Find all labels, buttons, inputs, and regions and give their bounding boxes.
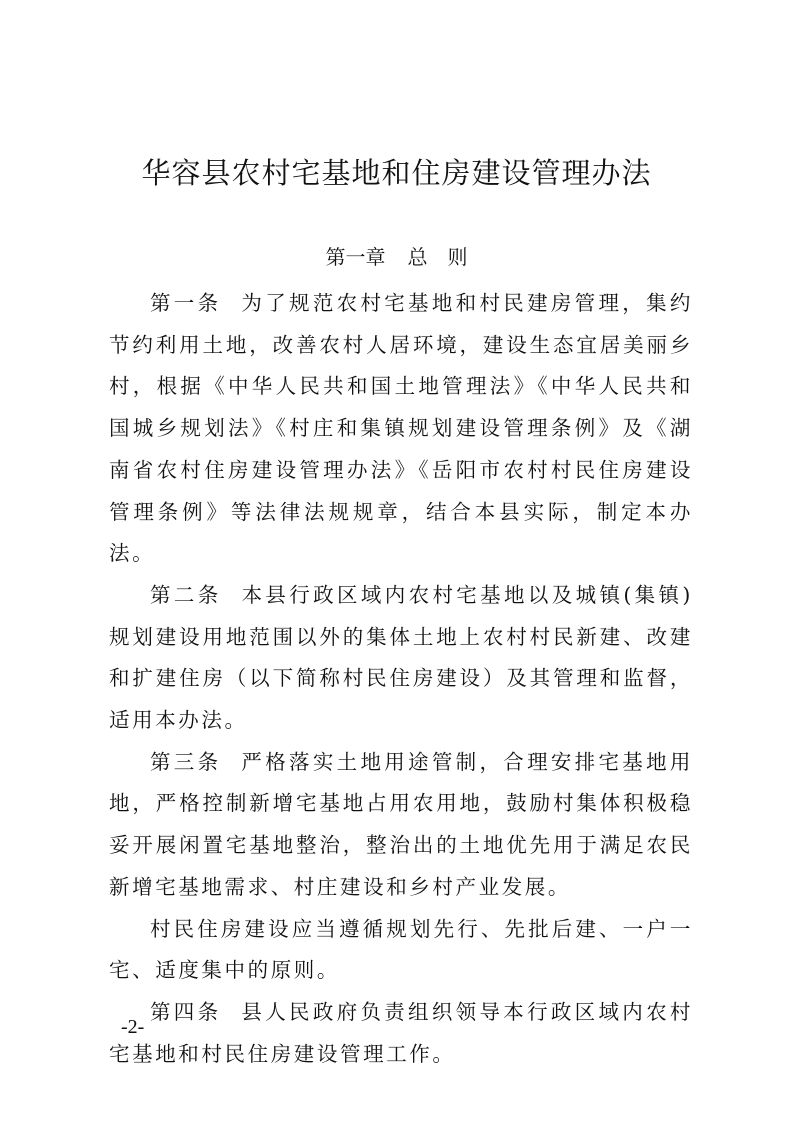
chapter-heading [0,243,793,271]
article-number: 第三条 [150,749,222,774]
article-paragraph [109,742,693,909]
article-text: 本县行政区域内农村宅基地以及城镇(集镇)规划建设用地范围以外的集体土地上农村村民新建、改建和扩建住房（以下简称村民住房建设）及其管理和监督，适用本办法。 [109,582,693,733]
article-text: 为了规范农村宅基地和村民建房管理，集约节约利用土地，改善农村人居环境，建设生态宜居美丽乡村，根据《中华人民共和国土地管理法》《中华人民共和国城乡规划法》《村庄和集镇规划建设管理条例》及《湖南省农村住房建设管理办法》《岳阳市农村村民住房建设管理条例》等法律法规规章，结合本县实际，制定本办法。 [109,291,693,566]
document-body [109,283,693,1075]
article-text: 村民住房建设应当遵循规划先行、先批后建、一户一宅、适度集中的原则。 [109,916,693,983]
article-number: 第二条 [150,582,222,607]
article-number: 第四条 [150,999,222,1024]
chapter-number: 第一章 [325,245,386,269]
article-paragraph [109,992,693,1075]
article-number: 第一条 [150,291,222,315]
article-paragraph [109,575,693,742]
document-title: 华容县农村宅基地和住房建设管理办法 [141,156,652,190]
article-paragraph [109,909,693,992]
article-text: 县人民政府负责组织领导本行政区域内农村宅基地和村民住房建设管理工作。 [109,999,693,1066]
chapter-name: 总 则 [407,245,468,269]
page-number: -2- [121,1016,145,1038]
article-paragraph [109,283,693,575]
article-text: 严格落实土地用途管制，合理安排宅基地用地，严格控制新增宅基地占用农用地，鼓励村集体积极稳妥开展闲置宅基地整治，整治出的土地优先用于满足农民新增宅基地需求、村庄建设和乡村产业发展。 [109,749,693,899]
